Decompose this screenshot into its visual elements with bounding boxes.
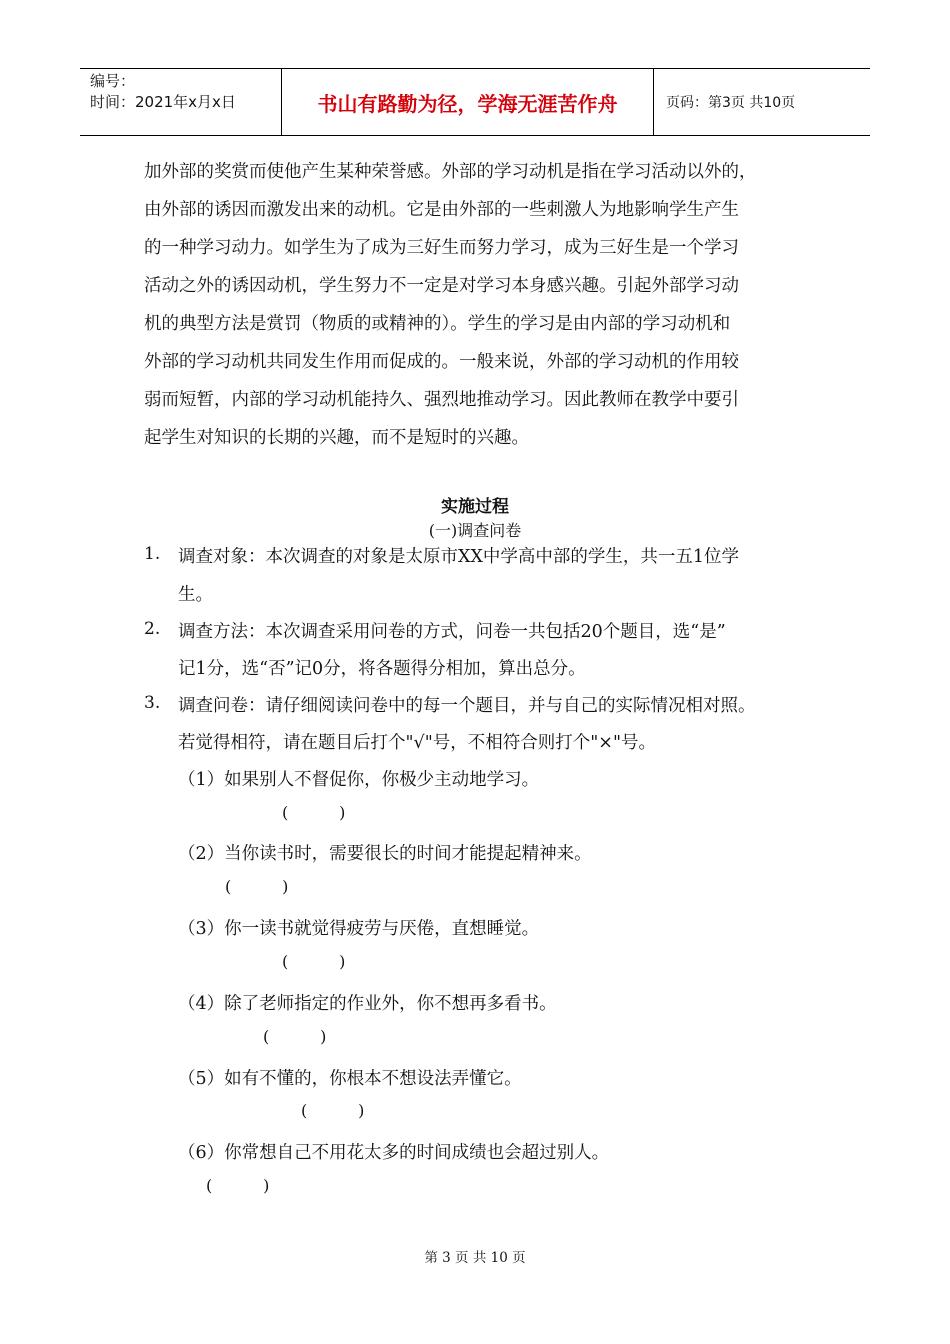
answer-blank[interactable]: ( ) [301, 1101, 365, 1120]
question-text: （3）你一读书就觉得疲劳与厌倦，直想睡觉。 [178, 919, 540, 939]
list-item-line: 调查对象：本次调查的对象是太原市XX中学高中部的学生，共一五1位学 [178, 547, 740, 567]
header-motto: 书山有路勤为径，学海无涯苦作舟 [282, 69, 654, 135]
list-number: 2. [144, 619, 161, 639]
answer-blank[interactable]: ( ) [206, 1176, 270, 1195]
paragraph-line: 外部的学习动机共同发生作用而促成的。一般来说，外部的学习动机的作用较 [144, 352, 739, 372]
answer-blank[interactable]: ( ) [282, 952, 346, 971]
header-meta [80, 69, 282, 135]
page-footer: 第 3 页 共 10 页 [424, 1250, 526, 1266]
question-text: （2）当你读书时，需要很长的时间才能提起精神来。 [178, 844, 592, 864]
list-number: 1. [144, 544, 161, 564]
answer-blank[interactable]: ( ) [263, 1027, 327, 1046]
list-item-line: 若觉得相符，请在题目后打个"√"号，不相符合则打个"×"号。 [178, 733, 657, 753]
list-item-line: 记1分，选“否”记0分，将各题得分相加，算出总分。 [178, 659, 586, 679]
sub-section-title: (一)调查问卷 [428, 521, 522, 540]
question-text: （1）如果别人不督促你，你极少主动地学习。 [178, 770, 540, 790]
paragraph-line: 起学生对知识的长期的兴趣，而不是短时的兴趣。 [144, 428, 529, 448]
list-item-line: 调查方法：本次调查采用问卷的方式，问卷一共包括20个题目，选“是” [178, 622, 726, 642]
paragraph-line: 机的典型方法是赏罚（物质的或精神的）。学生的学习是由内部的学习动机和 [144, 314, 731, 334]
paragraph-line: 活动之外的诱因动机，学生努力不一定是对学习本身感兴趣。引起外部学习动 [144, 276, 739, 296]
header-page-number: 页码：第3页 共10页 [666, 95, 796, 111]
list-item-line: 生。 [178, 585, 213, 605]
body-paragraph [144, 153, 824, 457]
question-text: （5）如有不懂的，你根本不想设法弄懂它。 [178, 1069, 522, 1089]
paragraph-line: 的一种学习动力。如学生为了成为三好生而努力学习，成为三好生是一个学习 [144, 238, 739, 258]
page-header [80, 68, 870, 136]
answer-blank[interactable]: ( ) [282, 803, 346, 822]
paragraph-line: 加外部的奖赏而使他产生某种荣誉感。外部的学习动机是指在学习活动以外的， [144, 162, 757, 182]
document-date: 时间：2021年x月x日 [90, 93, 236, 111]
question-text: （4）除了老师指定的作业外，你不想再多看书。 [178, 994, 557, 1014]
list-item-line: 调查问卷：请仔细阅读问卷中的每一个题目，并与自己的实际情况相对照。 [178, 696, 756, 716]
list-number: 3. [144, 693, 161, 713]
paragraph-line: 弱而短暂，内部的学习动机能持久、强烈地推动学习。因此教师在教学中要引 [144, 390, 739, 410]
answer-blank[interactable]: ( ) [225, 877, 289, 896]
section-title: 实施过程 [441, 497, 509, 517]
question-text: （6）你常想自己不用花太多的时间成绩也会超过别人。 [178, 1143, 610, 1163]
paragraph-line: 由外部的诱因而激发出来的动机。它是由外部的一些刺激人为地影响学生产生 [144, 200, 739, 220]
document-number-label: 编号： [90, 72, 136, 90]
